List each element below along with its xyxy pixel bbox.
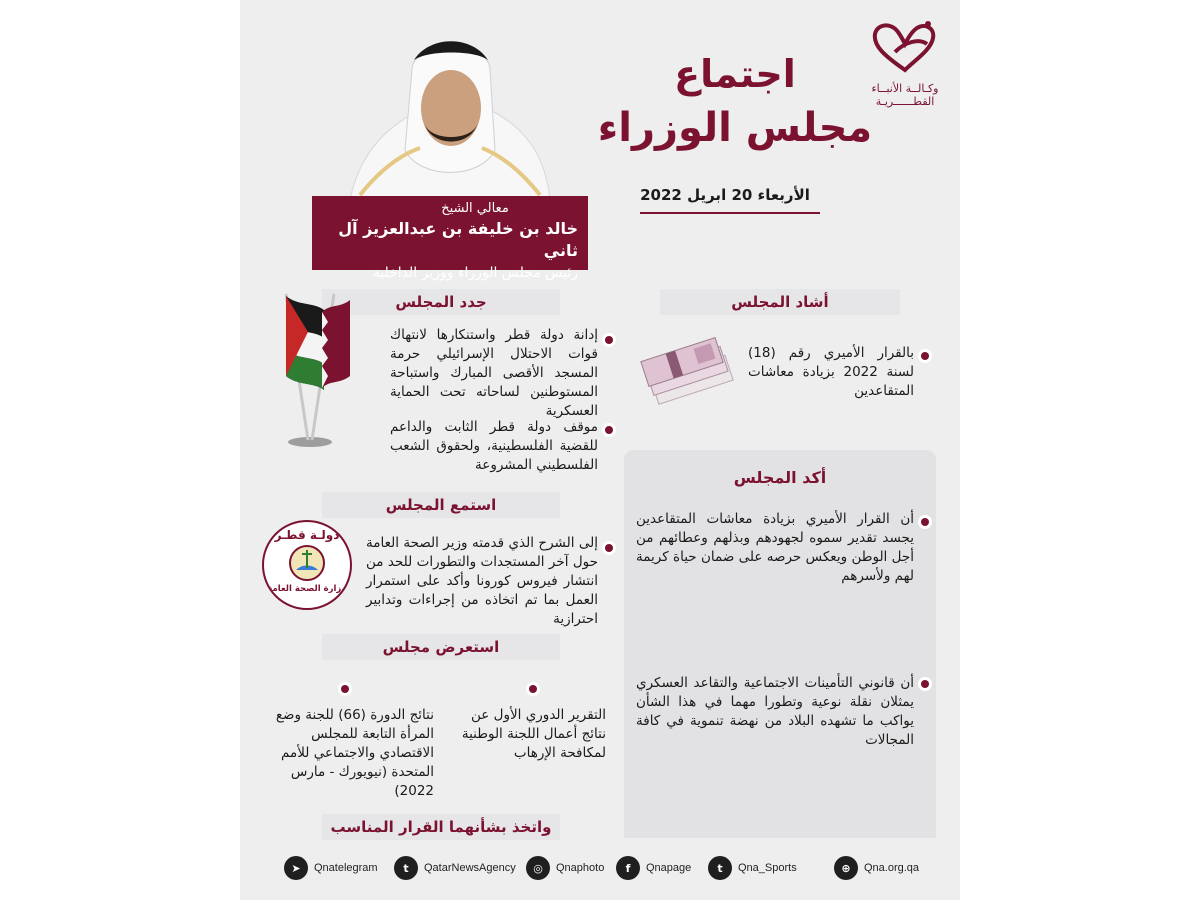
social-label: Qna.org.qa: [864, 862, 920, 874]
globe-icon: ⊕: [834, 856, 858, 880]
social-label: QatarNewsAgency: [424, 862, 516, 874]
renewed-item-1: إدانة دولة قطر واستنكارها لانتهاك قوات الاحتلال الإسرائيلي حرمة المسجد الأقصى المبارك واستباحة المستوطنين لساحاته تحت الحماية العسكرية: [390, 327, 598, 419]
facebook-icon: f: [616, 856, 640, 880]
date-underline: [640, 212, 820, 214]
section-heading-reviewed: استعرض مجلس: [322, 634, 560, 660]
bullet-dot: [921, 518, 929, 526]
ministry-logo-top: دولـة قطـر: [274, 528, 340, 542]
confirmed-panel: [624, 450, 936, 838]
qna-heart-icon: [865, 18, 945, 78]
section-heading-renewed: جدد المجلس: [322, 289, 560, 315]
bullet-dot: [921, 352, 929, 360]
qna-logo: [865, 18, 945, 108]
section-heading-confirmed: أكد المجلس: [733, 468, 827, 487]
twitter-icon: t: [708, 856, 732, 880]
bullet-dot: [921, 680, 929, 688]
person-name: خالد بن خليفة بن عبدالعزيز آل ثاني: [338, 219, 578, 260]
confirmed-item-1: أن القرار الأميري بزيادة معاشات المتقاعدين يجسد تقدير سموه لجهودهم وبذلهم وعطائهم من أجل الوطن ويعكس حرصه على ضمان حياة كريمة لهم ولأسرهم: [636, 511, 914, 584]
reviewed-item-2: نتائج الدورة (66) للجنة وضع المرأة التابعة للمجلس الاقتصادي والاجتماعي للأمم المتحدة (نيويورك - مارس 2022): [275, 707, 434, 799]
bullet-dot: [605, 544, 613, 552]
section-heading-praised: أشاد المجلس: [660, 289, 900, 315]
reviewed-item-1: التقرير الدوري الأول عن نتائج أعمال اللجنة الوطنية لمكافحة الإرهاب: [461, 707, 606, 761]
twitter-icon: t: [394, 856, 418, 880]
prime-minister-portrait: [340, 30, 560, 200]
prime-minister-namebox: [312, 196, 588, 281]
bullet-dot: [341, 685, 349, 693]
bullet-dot: [605, 336, 613, 344]
page-title-line2: مجلس الوزراء: [597, 105, 873, 151]
honorific: معالي الشيخ: [441, 201, 509, 216]
person-role: رئيس مجلس الوزراء ووزير الداخلية: [372, 265, 578, 281]
page-title-line1: اجتماع: [674, 52, 796, 96]
qna-logo-line2: القطــــــريـة: [875, 95, 935, 108]
praised-item-1: بالقرار الأميري رقم (18) لسنة 2022 بزيادة معاشات المتقاعدين: [748, 345, 914, 399]
palestine-qatar-flags-image: [258, 282, 358, 452]
social-link-website[interactable]: [834, 856, 919, 880]
social-link-facebook[interactable]: [616, 856, 691, 880]
banknotes-image: [638, 330, 748, 410]
social-link-qna-sports[interactable]: [708, 856, 797, 880]
reviewed-footer: واتخذ بشأنهما القرار المناسب: [322, 814, 560, 840]
renewed-item-2: موقف دولة قطر الثابت والداعم للقضية الفلسطينية، ولحقوق الشعب الفلسطيني المشروعة: [390, 419, 598, 473]
listened-item-1: إلى الشرح الذي قدمته وزير الصحة العامة حول آخر المستجدات والتطورات للحد من انتشار فيروس كورونا وأكد على استمرار العمل بما تم اتخاذه من إجراءات وتدابير احترازية: [366, 535, 598, 627]
qatar-emblem-icon: [288, 544, 326, 582]
ministry-of-public-health-logo: [262, 520, 352, 610]
social-link-instagram[interactable]: [526, 856, 604, 880]
bullet-dot: [605, 426, 613, 434]
social-label: Qnapage: [646, 862, 692, 874]
qna-logo-line1: وكـالــة الأنبــاء: [871, 82, 939, 95]
social-label: Qnatelegram: [314, 862, 378, 874]
section-heading-listened: استمع المجلس: [322, 492, 560, 518]
social-link-telegram[interactable]: [284, 856, 378, 880]
social-label: Qnaphoto: [556, 862, 605, 874]
instagram-icon: ◎: [526, 856, 550, 880]
confirmed-item-2: أن قانوني التأمينات الاجتماعية والتقاعد العسكري يمثلان نقلة نوعية وتطورا مهما في هذا الشأن يواكب ما تشهده البلاد من نهضة تنموية في كافة المجالات: [636, 675, 914, 748]
social-link-twitter[interactable]: [394, 856, 516, 880]
telegram-icon: ➤: [284, 856, 308, 880]
ministry-logo-bottom: وزارة الصحة العامة: [267, 584, 347, 594]
social-label: Qna_Sports: [738, 862, 797, 874]
infographic-card: [240, 0, 960, 900]
bullet-dot: [529, 685, 537, 693]
meeting-date: الأربعاء 20 ابريل 2022: [640, 186, 810, 204]
